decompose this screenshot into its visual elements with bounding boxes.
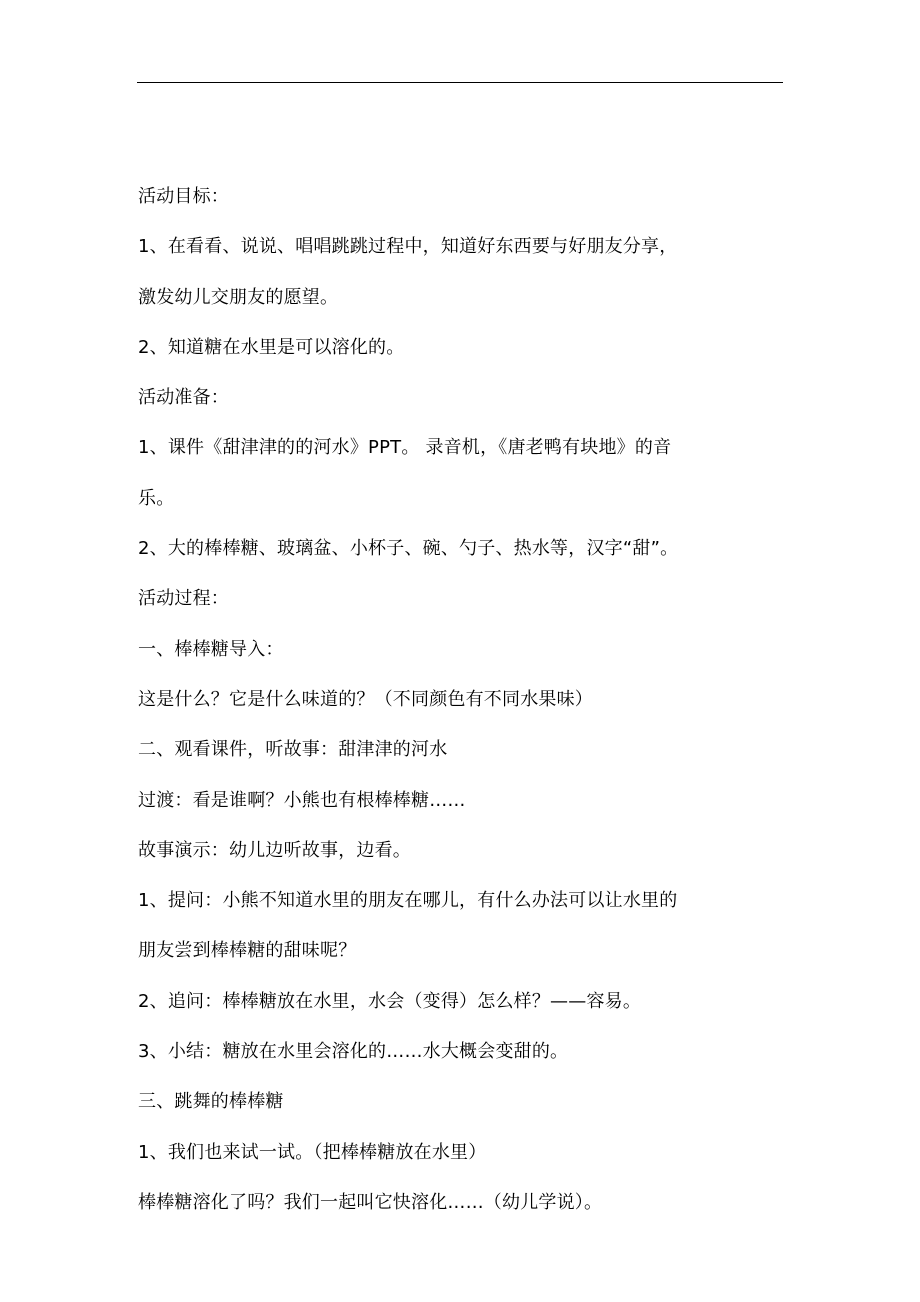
text-line: 棒棒糖溶化了吗？我们一起叫它快溶化……（幼儿学说）。 (138, 1191, 603, 1213)
text-line: 激发幼儿交朋友的愿望。 (138, 286, 339, 308)
text-line: 1、提问：小熊不知道水里的朋友在哪儿，有什么办法可以让水里的 (138, 890, 678, 912)
text-line: 1、我们也来试一试。（把棒棒糖放在水里） (138, 1141, 487, 1163)
text-line: 1、课件《甜津津的的河水》PPT。 录音机，《唐老鸭有块地》的音 (138, 437, 672, 459)
text-line: 过渡：看是谁啊？小熊也有根棒棒糖…… (138, 789, 466, 811)
text-line: 故事演示：幼儿边听故事，边看。 (138, 839, 411, 861)
subheading: 三、跳舞的棒棒糖 (138, 1091, 284, 1113)
section-heading-goals: 活动目标： (138, 186, 229, 207)
subheading: 一、棒棒糖导入： (138, 638, 284, 660)
section-heading-preparation: 活动准备： (138, 387, 229, 409)
document-body (138, 172, 788, 1228)
text-line: 朋友尝到棒棒糖的甜味呢？ (138, 940, 357, 962)
text-line: 这是什么？它是什么味道的？（不同颜色有不同水果味） (138, 688, 593, 710)
section-heading-process: 活动过程： (138, 588, 229, 610)
text-line: 1、在看看、说说、唱唱跳跳过程中，知道好东西要与好朋友分享， (138, 236, 678, 258)
text-line: 2、追问：棒棒糖放在水里，水会（变得）怎么样？——容易。 (138, 990, 642, 1012)
text-line: 3、小结：糖放在水里会溶化的……水大概会变甜的。 (138, 1041, 569, 1063)
header-rule (137, 82, 783, 83)
subheading: 二、观看课件，听故事：甜津津的河水 (138, 739, 448, 761)
text-line: 2、知道糖在水里是可以溶化的。 (138, 336, 405, 358)
text-line: 乐。 (138, 487, 175, 509)
text-line: 2、大的棒棒糖、玻璃盆、小杯子、碗、勺子、热水等，汉字“甜”。 (138, 538, 679, 560)
